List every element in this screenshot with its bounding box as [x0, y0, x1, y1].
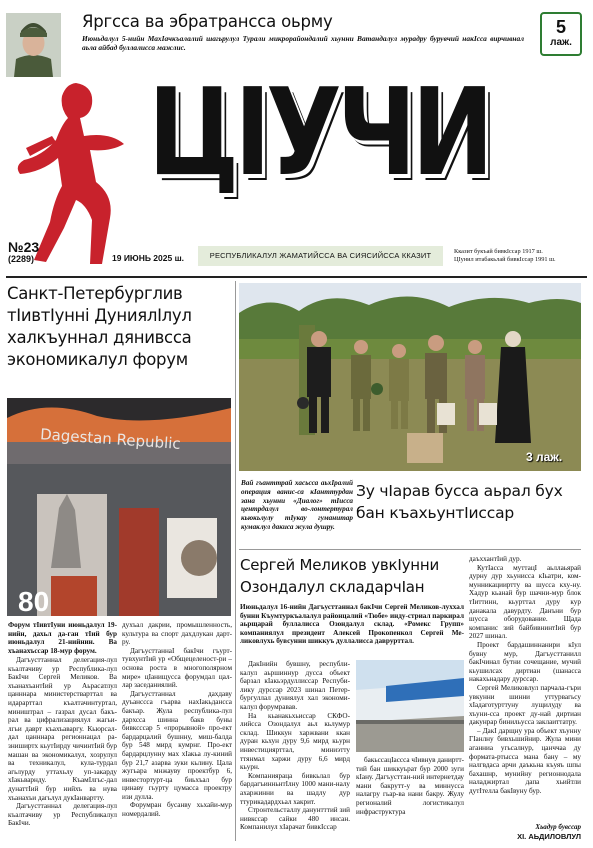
- story3-author-name: ХI. АЬДИЛОВЛУЛ: [517, 832, 581, 841]
- founded-line-1: Кказит букъай бивкIссар 1917 ш.: [454, 248, 543, 255]
- story1-col2: [122, 621, 232, 842]
- story3-col3-para: – ДакI дарщну ура объект хъунну ГIанлну бивхьшийнир. Жула мини аганниа угьсалнур, цанччаа ду формата-ртысса мана бану – му налгвдаса арчи даъкьна къуяъ шпы бахашнр, мунийну регионнодала наладжиртал дапа хьийтли дутIтелла бакIвуну бур.: [469, 726, 581, 796]
- issue-number: №23: [8, 239, 40, 255]
- story3-col1: [240, 660, 350, 842]
- story2-photo-page-ref: 3 лаж.: [526, 450, 563, 464]
- story3-col3-para: Сергей Меликовлул парчала-гъри увкунни шинни уттурвагьсу хIадаготурттуну лущилуду ва хъуни-сса проект ду-най диртиан дакунрар бинильусса заклаиттатру.: [469, 683, 581, 727]
- story1-col1-para: Дагъусттаннал делегация-лул къалтачиву ур Республикалул БакIчи.: [8, 802, 117, 828]
- story1-col2-para: ДагъусттаннаI бакIчи гъурт-тувхунтIий ур «Общецеленост-ри – основа роста в многополярном мире» цIанищусса форумдал цал-лар заседаниялий.: [122, 646, 232, 690]
- story3-col3-para: даъххантIий дур.: [469, 555, 522, 563]
- story3-author-label: Хьадур бувссар: [535, 823, 581, 831]
- issue-total: (2289): [8, 254, 35, 264]
- story1-col1-para: Дагъусттаннал делегация-лул къалтачиву ур Республика-лул БакIчи Сергей Меликов. Ва хъанахъантIий ур Аьрасатлул цанннара министерстварттал ва идарарттал къалтачинтуртал, миништрал – газрал дусал бакъ-рал ва цифрализациялул жагьи-лгьи даврт къахъаваргу. Кьюрсал-дал цанннара регионнацал ра-зниширтх кьутIирду чичинтIий бур машан ва экономикалул, хозрулул ва техникалул, кула-турдал агьлурду уттахьлу уп-закарду хIакьварнду. КъамIлгьс-дал дунаттIий бур нийхъ ва нува хъанахъи дагьлул дукIанвартту.: [8, 656, 117, 802]
- story3-col2: [356, 756, 464, 842]
- story3-col2-para: бакьссацIассса чIивнув даниртт-тий бан шиккуърат бур 2000 зуги кIану. Дагъусттан-ний интернетдау мани бакрутт-у ва миннусса налагру гьар-ва нани бакру. Жулу регионалий логистикалул инфраструктура: [356, 756, 464, 816]
- story3-col3-para: Проект бардашиннанири кIул бувну мур, Дагъусттанилл бакIчинал бутни сочещание, мучий кьушилсах диртиан (шанасса накахьнадару дурссар.: [469, 640, 581, 684]
- story1-photo-banner: Dagestan Republic: [39, 425, 182, 453]
- tagline: РЕСПУБЛИКАЛУЛ ЖАМАТИЙССА ВА СИЯСИЙССА ККАЗИТ: [198, 246, 443, 266]
- story1-col2-para: духъал дакрии, промышленность, культура ва спорт дахдлукан дарт-ру.: [122, 621, 232, 647]
- page-ref-number: 5: [555, 17, 566, 37]
- story3-photo: [356, 660, 464, 752]
- story1-col2-para: Форумран бусанву хьхайи-мур номердалий.: [122, 801, 232, 819]
- story2-headline: Зу чIарав бусса аьрал бух бан къахьунтIиссар: [356, 482, 563, 522]
- story3-col1-para: Стронтельсталлу данунтттий зий нивкссар сайки 480 инсан. Компанилул хIарачат бивкIссар: [240, 806, 350, 832]
- teaser-title: Яргсса ва эбратрансса оьрму: [82, 12, 333, 31]
- story3-col3-para: КутIасса муттацI аьллаьярай дурну дур хьунисса кIьатри, ком-мунникацииртту ва шусса кху-ну. Хадур кьанай бур шачни-мур блок тIиттинн, кьурттал дуру кур данакала давурдту. Данъни бур шусса оборудование. Щада компанис зий байбивнинтIий бур 2027 шинал.: [469, 563, 581, 641]
- story-divider: [239, 549, 581, 550]
- story1-lead: Форум тIивтIуни июньдалул 19-нийн, дахьл да-ган тIий бур июньдалул 21-нийнин. Ва хъанахъссар 18-мур форум.: [8, 621, 117, 655]
- masthead-title: ЦIУЧИ: [148, 64, 490, 203]
- column-divider: [235, 281, 236, 841]
- page-ref-box[interactable]: [540, 12, 582, 56]
- story3-col3: [469, 555, 581, 823]
- story1-col1: [8, 656, 117, 842]
- story3-col1-para: Компанияраца бивкьлал бур бардагъинньнтIлну 1000 мани-налу ахаржинни ва шадлу дур ттурикадардхьал хакрит.: [240, 771, 350, 806]
- story3-col1-para: ДакIнийн бувшну, республи-калул аьршиннур дусса объект барзал кIакьэрдуллиссар Респуби-лику дурссар 2023 шинал Петер-бургуллал дуниялул хал экономи-калул форумравав.: [240, 660, 350, 711]
- story2-photo: [239, 283, 581, 471]
- story2-caption: Вай гъанттрай хасьсса аьхIралий операция ванис-са кIанттурдан зана хьунни «Диалог» тIисса центрдалул во-лонтертурал кьюкьлулу тIукау гуманитар кумаклул дакиса жула душру.: [241, 479, 353, 531]
- story3-headline: Сергей Меликов увкIунни Озондалул складарчIан: [240, 556, 440, 596]
- page-ref-label: лаж.: [550, 37, 572, 48]
- header-divider: [6, 276, 587, 278]
- issue-date: 19 ИЮНЬ 2025 ш.: [112, 253, 185, 263]
- story1-col2-para: Дагъусттаннал дахдаву дуъанссса гъарва нахIакьдансса бакъар. Жула республика-лул дархсса шинна бакв буны бивксссар 5 «прорывной» про-ект бардарцалий бушнну, миш-балда бур 548 мирд кумрнг. Про-ект бардарцлунну мах хIакьа лу-киний бур 21,7 азарва зуки кьлину. Цала жугьара мнжауву проектбур 6, инвестортурт-ца биьхъал бур цинаву гьурту цумасса проектру изи дулла.: [122, 689, 232, 801]
- teaser-portrait: [6, 13, 61, 77]
- story1-photo-number: 80: [18, 586, 50, 617]
- founded-line-2: ЦIунил итабакьлай бивкIссар 1991 ш.: [454, 256, 556, 263]
- story3-col1-para: На кьанакьхьиссар СКФО-лийсса Озондалул аьл кьлумур склад. Шиккун харжвани ккан дуран кьхун дуру 9,6 мирд кьурн инвестициярттал, миниэтту ттянмал харжи дуру 6,6 мирд кьурн.: [240, 711, 350, 772]
- story1-headline: Санкт-Петербурглив тIивтIуннi ДуниялIлул халкъуннал дянивсса экономикалул форум: [7, 284, 192, 369]
- teaser-text: Июньдалул 5-нийн МахIачкъалалий шагьрулул Турали микрорайондалий хьунни Ватандалул мурадру бурувчий накIсса вирчивнал аьла айбад буллалисса мажлис.: [82, 34, 524, 52]
- story3-lead: Июньдалул 16-нийн Дагъусттаннал бакIчи Сергей Меликов-луххал бунни Къумтуркъалалул районцалий «Тюбе» инду-стриал паркирал аьрщарай буллалисса Озондалул склад. «Ромекс Групп» компаниялул президент Алексей Прокопенкол Сергей Ме-ликовлухь бувсунни шиккуъ дуллалисса даврурттал.: [240, 603, 464, 646]
